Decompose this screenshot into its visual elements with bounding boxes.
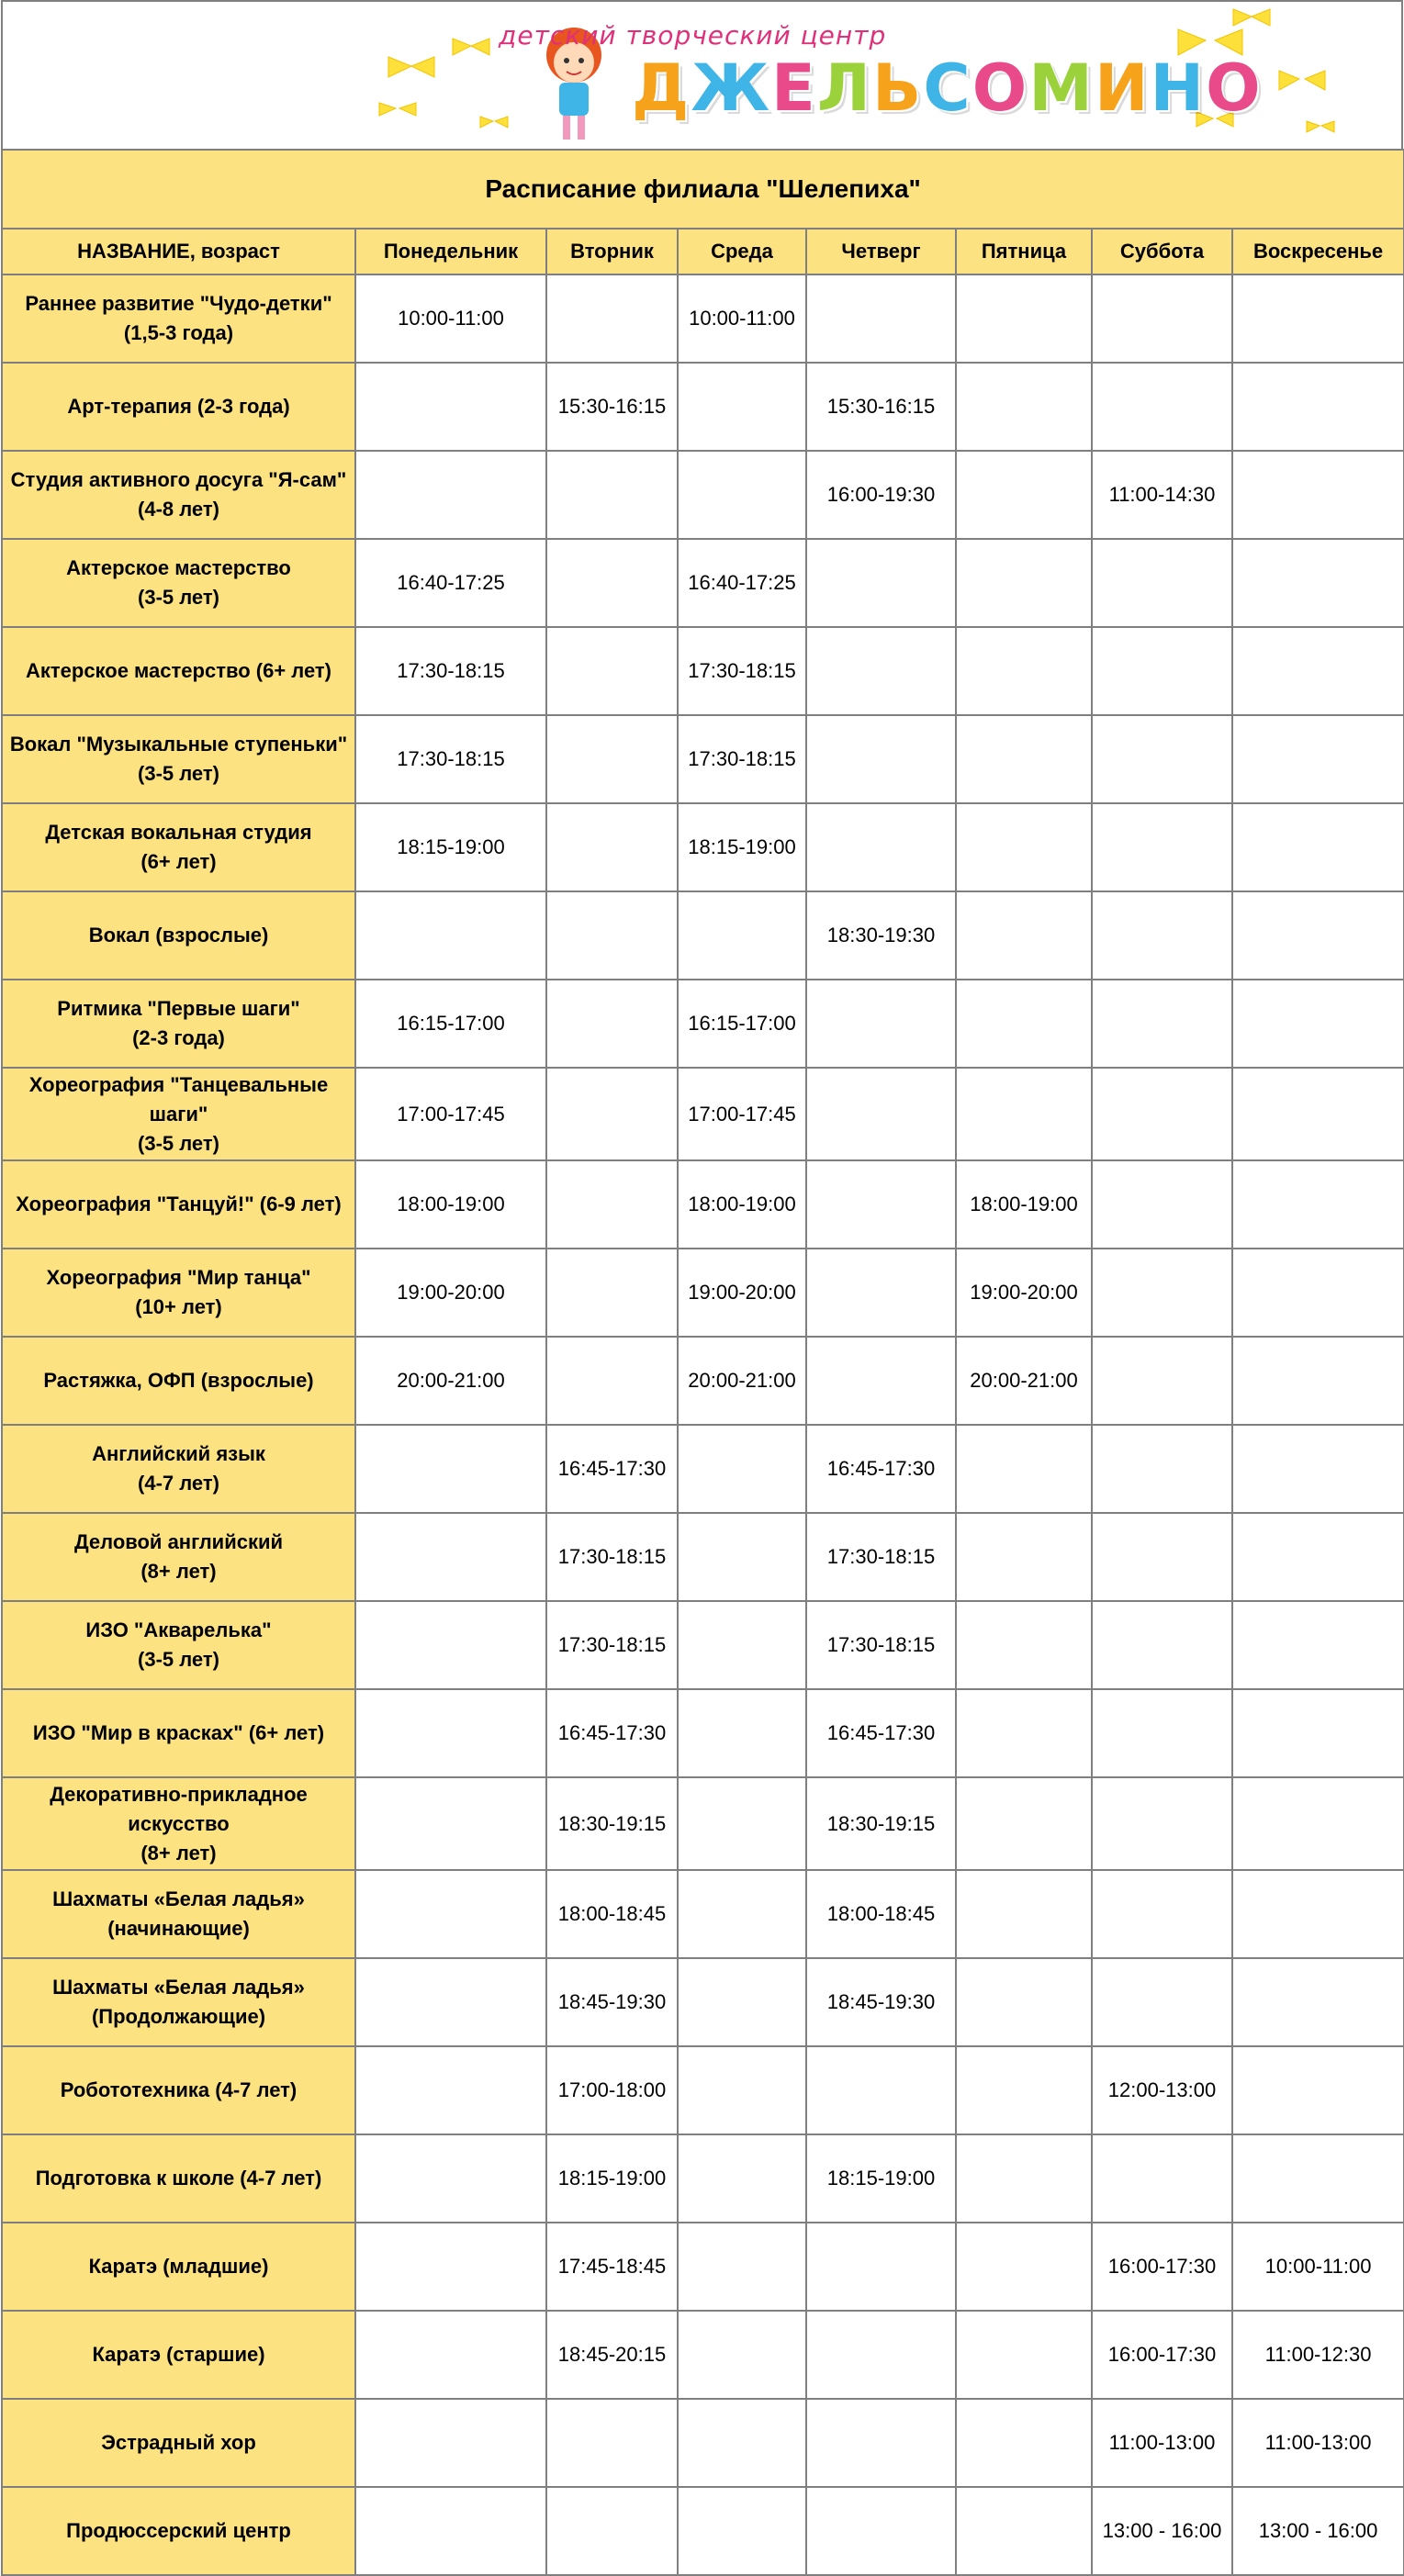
activity-name: Ритмика "Первые шаги" (2-3 года) (2, 980, 355, 1068)
time-cell: 18:15-19:00 (806, 2134, 956, 2223)
time-cell (806, 2399, 956, 2487)
time-cell (546, 980, 678, 1068)
time-cell: 18:30-19:30 (806, 891, 956, 980)
time-cell (956, 1068, 1092, 1160)
time-cell: 18:45-20:15 (546, 2311, 678, 2399)
header-banner (1, 0, 1403, 149)
time-cell: 16:45-17:30 (546, 1425, 678, 1513)
time-cell (678, 891, 806, 980)
time-cell (1092, 1068, 1232, 1160)
time-cell: 16:40-17:25 (678, 539, 806, 627)
time-cell: 11:00-12:30 (1232, 2311, 1404, 2399)
time-cell: 15:30-16:15 (806, 363, 956, 451)
schedule-table (1, 149, 1404, 2576)
time-cell: 16:45-17:30 (806, 1689, 956, 1777)
time-cell (678, 2134, 806, 2223)
time-cell (956, 715, 1092, 803)
activity-name: Арт-терапия (2-3 года) (2, 363, 355, 451)
table-row (2, 2399, 1404, 2487)
time-cell (1232, 1601, 1404, 1689)
time-cell: 16:00-17:30 (1092, 2223, 1232, 2311)
time-cell (1092, 715, 1232, 803)
schedule-title: Расписание филиала "Шелепиха" (2, 150, 1404, 229)
column-header-name: НАЗВАНИЕ, возраст (2, 229, 355, 274)
time-cell (546, 715, 678, 803)
activity-name: Хореография "Танцевальные шаги" (3-5 лет) (2, 1068, 355, 1160)
time-cell: 18:45-19:30 (546, 1958, 678, 2046)
time-cell (355, 1689, 546, 1777)
time-cell (1092, 1689, 1232, 1777)
activity-name: Английский язык (4-7 лет) (2, 1425, 355, 1513)
time-cell (956, 627, 1092, 715)
time-cell: 18:15-19:00 (355, 803, 546, 891)
activity-name: Шахматы «Белая ладья» (начинающие) (2, 1870, 355, 1958)
table-row (2, 715, 1404, 803)
time-cell (1092, 803, 1232, 891)
time-cell: 18:00-19:00 (956, 1160, 1092, 1249)
time-cell (1232, 2134, 1404, 2223)
time-cell (956, 539, 1092, 627)
time-cell: 19:00-20:00 (678, 1249, 806, 1337)
table-row (2, 2311, 1404, 2399)
time-cell: 20:00-21:00 (956, 1337, 1092, 1425)
time-cell (546, 451, 678, 539)
time-cell (1232, 1958, 1404, 2046)
time-cell (546, 1249, 678, 1337)
time-cell: 17:30-18:15 (546, 1601, 678, 1689)
time-cell (1092, 627, 1232, 715)
time-cell (678, 2487, 806, 2575)
time-cell: 18:00-19:00 (678, 1160, 806, 1249)
table-row (2, 451, 1404, 539)
time-cell: 19:00-20:00 (956, 1249, 1092, 1337)
time-cell (1232, 627, 1404, 715)
time-cell: 17:45-18:45 (546, 2223, 678, 2311)
table-row (2, 1160, 1404, 1249)
activity-name: Детская вокальная студия (6+ лет) (2, 803, 355, 891)
column-header-day: Четверг (806, 229, 956, 274)
time-cell (806, 1249, 956, 1337)
time-cell (806, 1337, 956, 1425)
table-row (2, 2046, 1404, 2134)
time-cell (806, 1068, 956, 1160)
activity-name: Хореография "Танцуй!" (6-9 лет) (2, 1160, 355, 1249)
time-cell: 10:00-11:00 (678, 274, 806, 363)
time-cell: 18:00-19:00 (355, 1160, 546, 1249)
time-cell (956, 2487, 1092, 2575)
activity-name: Подготовка к школе (4-7 лет) (2, 2134, 355, 2223)
time-cell (1092, 1513, 1232, 1601)
time-cell: 20:00-21:00 (678, 1337, 806, 1425)
time-cell (956, 2046, 1092, 2134)
time-cell (1092, 363, 1232, 451)
time-cell (956, 1958, 1092, 2046)
time-cell: 17:00-17:45 (678, 1068, 806, 1160)
time-cell: 13:00 - 16:00 (1092, 2487, 1232, 2575)
time-cell (546, 627, 678, 715)
activity-name: Робототехника (4-7 лет) (2, 2046, 355, 2134)
activity-name: Декоративно-прикладное искусство (8+ лет) (2, 1777, 355, 1870)
time-cell (806, 539, 956, 627)
time-cell (806, 2223, 956, 2311)
time-cell (806, 2046, 956, 2134)
time-cell (1092, 891, 1232, 980)
table-row (2, 1689, 1404, 1777)
time-cell: 17:30-18:15 (806, 1513, 956, 1601)
time-cell (1092, 1601, 1232, 1689)
time-cell (956, 2223, 1092, 2311)
activity-name: Шахматы «Белая ладья» (Продолжающие) (2, 1958, 355, 2046)
time-cell (355, 2311, 546, 2399)
time-cell (546, 1068, 678, 1160)
time-cell (546, 2399, 678, 2487)
time-cell (355, 451, 546, 539)
time-cell (678, 2399, 806, 2487)
time-cell: 19:00-20:00 (355, 1249, 546, 1337)
time-cell (355, 891, 546, 980)
time-cell: 16:00-17:30 (1092, 2311, 1232, 2399)
time-cell (1232, 1337, 1404, 1425)
time-cell (956, 2311, 1092, 2399)
activity-name: Растяжка, ОФП (взрослые) (2, 1337, 355, 1425)
time-cell (546, 539, 678, 627)
time-cell (806, 715, 956, 803)
time-cell (1092, 1958, 1232, 2046)
activity-name: Актерское мастерство (3-5 лет) (2, 539, 355, 627)
time-cell (806, 803, 956, 891)
time-cell (1092, 1777, 1232, 1870)
time-cell: 18:45-19:30 (806, 1958, 956, 2046)
time-cell: 17:30-18:15 (546, 1513, 678, 1601)
activity-name: Каратэ (младшие) (2, 2223, 355, 2311)
table-row (2, 539, 1404, 627)
time-cell (956, 2134, 1092, 2223)
table-row (2, 1777, 1404, 1870)
time-cell (806, 980, 956, 1068)
time-cell (678, 1425, 806, 1513)
time-cell: 18:15-19:00 (678, 803, 806, 891)
time-cell: 16:15-17:00 (355, 980, 546, 1068)
time-cell: 18:00-18:45 (806, 1870, 956, 1958)
table-row (2, 2223, 1404, 2311)
time-cell (546, 803, 678, 891)
time-cell (1232, 1513, 1404, 1601)
time-cell (956, 1689, 1092, 1777)
time-cell (355, 2223, 546, 2311)
activity-name: Каратэ (старшие) (2, 2311, 355, 2399)
time-cell: 16:45-17:30 (546, 1689, 678, 1777)
time-cell (956, 451, 1092, 539)
time-cell (1232, 980, 1404, 1068)
time-cell (956, 803, 1092, 891)
time-cell: 15:30-16:15 (546, 363, 678, 451)
time-cell (1232, 803, 1404, 891)
time-cell (956, 1777, 1092, 1870)
time-cell (1232, 891, 1404, 980)
table-row (2, 2134, 1404, 2223)
time-cell (1092, 1337, 1232, 1425)
time-cell (355, 1513, 546, 1601)
time-cell (678, 451, 806, 539)
time-cell: 18:00-18:45 (546, 1870, 678, 1958)
time-cell (678, 1958, 806, 2046)
table-row (2, 1249, 1404, 1337)
time-cell (806, 274, 956, 363)
time-cell (956, 1425, 1092, 1513)
activity-name: Вокал "Музыкальные ступеньки" (3-5 лет) (2, 715, 355, 803)
activity-name: Вокал (взрослые) (2, 891, 355, 980)
time-cell: 18:30-19:15 (546, 1777, 678, 1870)
time-cell (1092, 1249, 1232, 1337)
time-cell (546, 2487, 678, 2575)
table-row (2, 1425, 1404, 1513)
time-cell: 16:40-17:25 (355, 539, 546, 627)
time-cell (956, 980, 1092, 1068)
time-cell (678, 1601, 806, 1689)
time-cell (1232, 1249, 1404, 1337)
time-cell (678, 1870, 806, 1958)
time-cell (806, 1160, 956, 1249)
time-cell (1092, 1160, 1232, 1249)
time-cell (355, 1958, 546, 2046)
time-cell (956, 274, 1092, 363)
time-cell (678, 1777, 806, 1870)
time-cell: 18:15-19:00 (546, 2134, 678, 2223)
table-row (2, 1958, 1404, 2046)
table-row (2, 803, 1404, 891)
time-cell: 17:00-18:00 (546, 2046, 678, 2134)
time-cell (1092, 1425, 1232, 1513)
activity-name: ИЗО "Акварелька" (3-5 лет) (2, 1601, 355, 1689)
time-cell (546, 891, 678, 980)
time-cell (678, 363, 806, 451)
time-cell (355, 363, 546, 451)
time-cell (355, 1425, 546, 1513)
time-cell (1232, 1425, 1404, 1513)
time-cell (355, 2134, 546, 2223)
table-row (2, 1337, 1404, 1425)
column-header-day: Суббота (1092, 229, 1232, 274)
time-cell (1232, 1160, 1404, 1249)
time-cell (355, 1870, 546, 1958)
time-cell (1232, 1777, 1404, 1870)
activity-name: Студия активного досуга "Я-сам" (4-8 лет) (2, 451, 355, 539)
time-cell: 11:00-14:30 (1092, 451, 1232, 539)
time-cell (806, 627, 956, 715)
column-header-day: Пятница (956, 229, 1092, 274)
time-cell: 17:30-18:15 (355, 627, 546, 715)
table-row (2, 980, 1404, 1068)
activity-name: Хореография "Мир танца" (10+ лет) (2, 1249, 355, 1337)
time-cell (1232, 1068, 1404, 1160)
column-header-day: Воскресенье (1232, 229, 1404, 274)
time-cell: 18:30-19:15 (806, 1777, 956, 1870)
time-cell: 11:00-13:00 (1232, 2399, 1404, 2487)
activity-name: Актерское мастерство (6+ лет) (2, 627, 355, 715)
logo-subtitle: детский творческий центр (499, 20, 887, 50)
time-cell (806, 2311, 956, 2399)
time-cell (1092, 980, 1232, 1068)
time-cell (1092, 274, 1232, 363)
time-cell (546, 1160, 678, 1249)
time-cell (355, 1777, 546, 1870)
time-cell: 17:30-18:15 (678, 627, 806, 715)
time-cell: 17:30-18:15 (355, 715, 546, 803)
time-cell (806, 2487, 956, 2575)
table-row (2, 363, 1404, 451)
time-cell: 16:45-17:30 (806, 1425, 956, 1513)
time-cell (355, 1601, 546, 1689)
time-cell (678, 2223, 806, 2311)
time-cell (956, 891, 1092, 980)
time-cell (355, 2487, 546, 2575)
time-cell (1232, 274, 1404, 363)
table-row (2, 1870, 1404, 1958)
logo-brand-name: ДЖЕЛЬСОМИНО (632, 50, 1263, 126)
time-cell (956, 1513, 1092, 1601)
table-row (2, 627, 1404, 715)
schedule-page (1, 0, 1403, 2576)
time-cell: 13:00 - 16:00 (1232, 2487, 1404, 2575)
time-cell (678, 1513, 806, 1601)
time-cell (1092, 2134, 1232, 2223)
column-header-day: Понедельник (355, 229, 546, 274)
time-cell (1232, 715, 1404, 803)
time-cell (1092, 1870, 1232, 1958)
activity-name: ИЗО "Мир в красках" (6+ лет) (2, 1689, 355, 1777)
time-cell (956, 2399, 1092, 2487)
table-row (2, 2487, 1404, 2575)
table-row (2, 1068, 1404, 1160)
activity-name: Эстрадный хор (2, 2399, 355, 2487)
time-cell (956, 1870, 1092, 1958)
time-cell (1232, 2046, 1404, 2134)
time-cell (678, 1689, 806, 1777)
time-cell (956, 363, 1092, 451)
time-cell: 17:00-17:45 (355, 1068, 546, 1160)
time-cell: 12:00-13:00 (1092, 2046, 1232, 2134)
time-cell (1092, 539, 1232, 627)
time-cell (678, 2311, 806, 2399)
time-cell: 20:00-21:00 (355, 1337, 546, 1425)
time-cell: 10:00-11:00 (1232, 2223, 1404, 2311)
time-cell (1232, 451, 1404, 539)
time-cell (956, 1601, 1092, 1689)
table-row (2, 274, 1404, 363)
time-cell (1232, 363, 1404, 451)
activity-name: Продюссерский центр (2, 2487, 355, 2575)
table-row (2, 891, 1404, 980)
activity-name: Деловой английский (8+ лет) (2, 1513, 355, 1601)
table-row (2, 1513, 1404, 1601)
time-cell (546, 1337, 678, 1425)
time-cell: 17:30-18:15 (678, 715, 806, 803)
time-cell (546, 274, 678, 363)
time-cell: 11:00-13:00 (1092, 2399, 1232, 2487)
time-cell (678, 2046, 806, 2134)
time-cell: 16:00-19:30 (806, 451, 956, 539)
column-header-day: Среда (678, 229, 806, 274)
table-row (2, 1601, 1404, 1689)
time-cell: 17:30-18:15 (806, 1601, 956, 1689)
time-cell (1232, 1689, 1404, 1777)
time-cell: 16:15-17:00 (678, 980, 806, 1068)
time-cell (355, 2046, 546, 2134)
time-cell (355, 2399, 546, 2487)
time-cell: 10:00-11:00 (355, 274, 546, 363)
activity-name: Раннее развитие "Чудо-детки" (1,5-3 года) (2, 274, 355, 363)
time-cell (1232, 539, 1404, 627)
column-header-day: Вторник (546, 229, 678, 274)
time-cell (1232, 1870, 1404, 1958)
